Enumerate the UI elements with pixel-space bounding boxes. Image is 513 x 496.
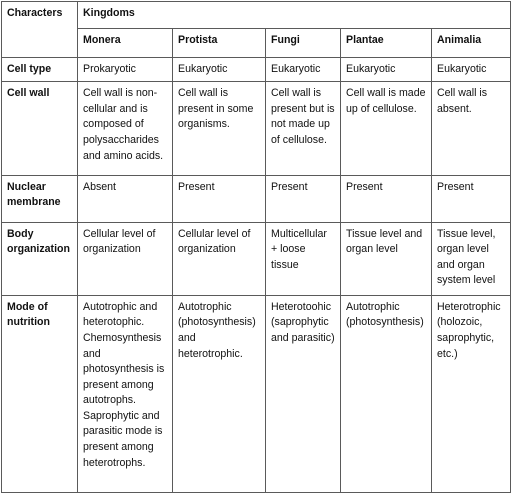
table-cell: Cell wall is non-cellular and is composed of polysaccharides and amino acids. [78, 82, 173, 176]
table-cell: Prokaryotic [78, 57, 173, 81]
table-cell: Cell wall is made up of cellulose. [341, 82, 432, 176]
row-label-cell-type: Cell type [2, 57, 78, 81]
table-cell: Cell wall is absent. [432, 82, 511, 176]
table-cell: Present [173, 175, 266, 222]
table-row-nuclear-membrane [2, 175, 511, 222]
table-cell: Tissue level and organ level [341, 222, 432, 295]
table-row-cell-type [2, 57, 511, 81]
table-cell: Autotrophic (photosynthesis) [341, 295, 432, 492]
table-cell: Present [341, 175, 432, 222]
table-row-body-organization [2, 222, 511, 295]
table-row-mode-of-nutrition [2, 295, 511, 492]
characters-header: Characters [2, 2, 78, 58]
table-cell: Autotrophic and heterotophic. Chemosynthesis and photosynthesis is present among autotrophs. Saprophytic and parasitic mode is present among heterotrophs. [78, 295, 173, 492]
table-row-cell-wall [2, 82, 511, 176]
table-cell: Eukaryotic [173, 57, 266, 81]
table-cell: Present [266, 175, 341, 222]
kingdom-name-protista: Protista [173, 29, 266, 57]
table-cell: Heterotrophic (holozoic, saprophytic, etc.) [432, 295, 511, 492]
table-cell: Eukaryotic [266, 57, 341, 81]
table-cell: Cell wall is present in some organisms. [173, 82, 266, 176]
kingdom-comparison-table [1, 1, 511, 493]
kingdoms-header: Kingdoms [78, 2, 511, 29]
table-cell: Tissue level, organ level and organ system level [432, 222, 511, 295]
kingdom-name-plantae: Plantae [341, 29, 432, 57]
row-label-nuclear-membrane: Nuclear membrane [2, 175, 78, 222]
table-cell: Heterotoohic (saprophytic and parasitic) [266, 295, 341, 492]
row-label-cell-wall: Cell wall [2, 82, 78, 176]
table-cell: Eukaryotic [341, 57, 432, 81]
kingdom-name-monera: Monera [78, 29, 173, 57]
kingdom-name-fungi: Fungi [266, 29, 341, 57]
table-cell: Cellular level of organization [78, 222, 173, 295]
row-label-mode-of-nutrition: Mode of nutrition [2, 295, 78, 492]
table-cell: Cell wall is present but is not made up of cellulose. [266, 82, 341, 176]
table-cell: Autotrophic (photosynthesis) and heterotrophic. [173, 295, 266, 492]
row-label-body-organization: Body organization [2, 222, 78, 295]
kingdom-names-row [2, 29, 511, 57]
kingdom-name-animalia: Animalia [432, 29, 511, 57]
table-cell: Eukaryotic [432, 57, 511, 81]
table-cell: Cellular level of organization [173, 222, 266, 295]
table-cell: Present [432, 175, 511, 222]
table-header-row [2, 2, 511, 29]
table-cell: Absent [78, 175, 173, 222]
table-cell: Multicellular + loose tissue [266, 222, 341, 295]
